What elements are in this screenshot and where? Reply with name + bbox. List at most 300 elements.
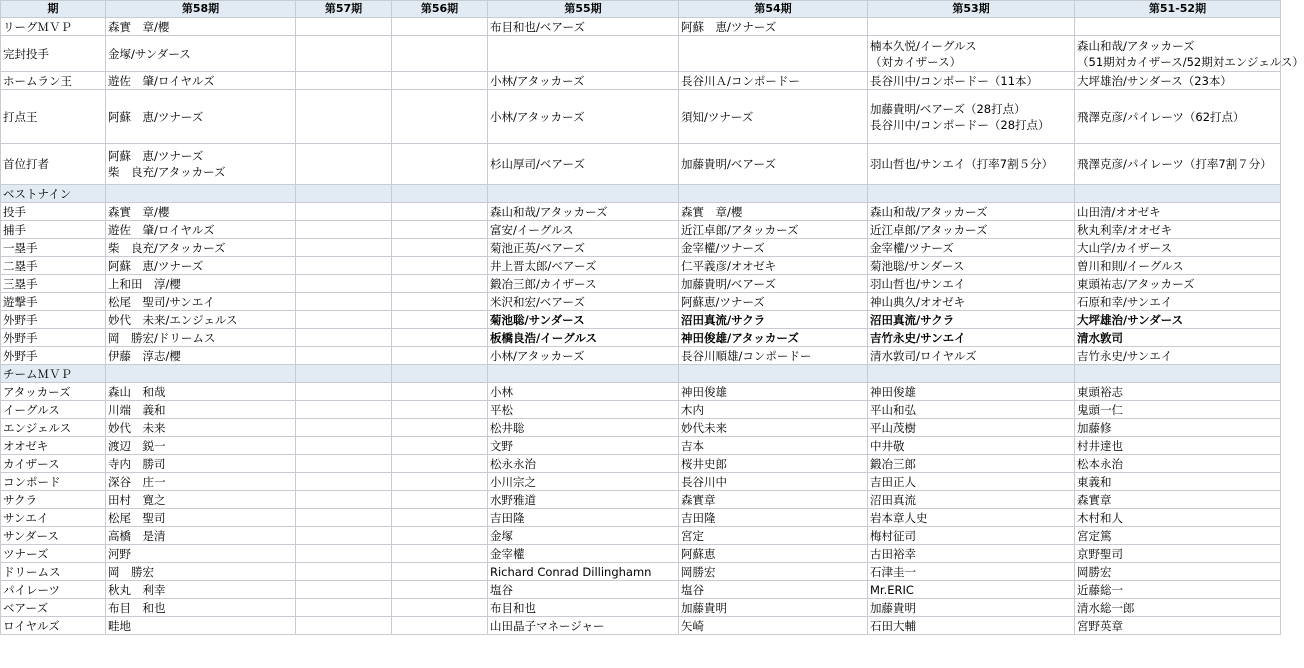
team-mvp-label: パイレーツ bbox=[1, 581, 106, 599]
header-58: 第58期 bbox=[106, 1, 296, 18]
team-mvp-cell: Richard Conrad Dillinghamn bbox=[488, 563, 679, 581]
best-nine-cell: 菊池聡/サンダース bbox=[488, 311, 679, 329]
best-nine-cell: 大坪雄治/サンダース bbox=[1075, 311, 1281, 329]
header-row bbox=[1, 1, 1281, 18]
team-mvp-cell bbox=[392, 419, 488, 437]
team-mvp-cell: 松尾 聖司 bbox=[106, 509, 296, 527]
team-mvp-cell bbox=[392, 545, 488, 563]
award-cell bbox=[679, 144, 868, 185]
best-nine-row bbox=[1, 275, 1281, 293]
best-nine-cell: 清水敦司/ロイヤルズ bbox=[868, 347, 1075, 365]
best-nine-cell: 長谷川順雄/コンポードー bbox=[679, 347, 868, 365]
best-nine-label: 外野手 bbox=[1, 329, 106, 347]
best-nine-cell: 遊佐 肇/ロイヤルズ bbox=[106, 221, 296, 239]
best-nine-cell bbox=[392, 275, 488, 293]
section-empty-cell bbox=[679, 365, 868, 383]
best-nine-cell bbox=[296, 221, 392, 239]
team-mvp-cell: 東頭裕志 bbox=[1075, 383, 1281, 401]
team-mvp-cell: 木内 bbox=[679, 401, 868, 419]
award-label: 打点王 bbox=[1, 90, 106, 144]
award-cell bbox=[488, 90, 679, 144]
section-empty-cell bbox=[868, 365, 1075, 383]
team-mvp-cell bbox=[296, 455, 392, 473]
award-cell bbox=[868, 90, 1075, 144]
best-nine-label: 外野手 bbox=[1, 311, 106, 329]
team-mvp-cell: 加藤修 bbox=[1075, 419, 1281, 437]
team-mvp-cell: 木村和人 bbox=[1075, 509, 1281, 527]
best-nine-cell: 石原和幸/サンエイ bbox=[1075, 293, 1281, 311]
best-nine-section-title: ベストナイン bbox=[1, 185, 106, 203]
award-cell bbox=[488, 36, 679, 72]
cell-line: （51期対カイザース/52期対エンジェルス） bbox=[1077, 54, 1304, 69]
section-empty-cell bbox=[296, 185, 392, 203]
award-cell bbox=[1075, 36, 1304, 72]
best-nine-cell bbox=[392, 239, 488, 257]
team-mvp-cell bbox=[296, 599, 392, 617]
cell-line: 小林/アタッカーズ bbox=[490, 109, 585, 124]
team-mvp-cell bbox=[296, 563, 392, 581]
best-nine-cell bbox=[392, 347, 488, 365]
team-mvp-cell bbox=[392, 383, 488, 401]
team-mvp-row bbox=[1, 545, 1281, 563]
best-nine-cell bbox=[392, 257, 488, 275]
team-mvp-cell: 石津圭一 bbox=[868, 563, 1075, 581]
award-cell bbox=[1075, 90, 1281, 144]
section-empty-cell bbox=[868, 185, 1075, 203]
team-mvp-cell: 塩谷 bbox=[679, 581, 868, 599]
best-nine-row bbox=[1, 311, 1281, 329]
best-nine-cell: 近江卓郎/アタッカーズ bbox=[868, 221, 1075, 239]
best-nine-cell: 森實 章/櫻 bbox=[106, 203, 296, 221]
section-empty-cell bbox=[1075, 185, 1281, 203]
team-mvp-cell: 岡 勝宏 bbox=[106, 563, 296, 581]
cell-line: 柴 良充/アタッカーズ bbox=[108, 165, 226, 179]
team-mvp-cell: 中井敬 bbox=[868, 437, 1075, 455]
team-mvp-label: ドリームス bbox=[1, 563, 106, 581]
team-mvp-cell bbox=[392, 455, 488, 473]
team-mvp-cell: 森實章 bbox=[1075, 491, 1281, 509]
best-nine-cell: 東頭祐志/アタッカーズ bbox=[1075, 275, 1281, 293]
team-mvp-label: オオゼキ bbox=[1, 437, 106, 455]
team-mvp-cell bbox=[296, 383, 392, 401]
best-nine-label: 投手 bbox=[1, 203, 106, 221]
team-mvp-cell: 沼田真流 bbox=[868, 491, 1075, 509]
best-nine-cell: 沼田真流/サクラ bbox=[868, 311, 1075, 329]
best-nine-cell: 大山学/カイザース bbox=[1075, 239, 1281, 257]
best-nine-cell: 秋丸利幸/オオゼキ bbox=[1075, 221, 1281, 239]
best-nine-cell bbox=[296, 311, 392, 329]
cell-line: 須知/ツナーズ bbox=[681, 109, 754, 124]
team-mvp-cell: 吉田隆 bbox=[679, 509, 868, 527]
team-mvp-row bbox=[1, 383, 1281, 401]
team-mvp-cell: Mr.ERIC bbox=[868, 581, 1075, 599]
cell-line: 金塚/サンダース bbox=[108, 46, 191, 61]
team-mvp-cell: 金宰權 bbox=[488, 545, 679, 563]
team-mvp-cell: 布目和也 bbox=[488, 599, 679, 617]
award-cell bbox=[392, 144, 488, 185]
best-nine-row bbox=[1, 329, 1281, 347]
team-mvp-cell bbox=[296, 473, 392, 491]
award-row bbox=[1, 18, 1281, 36]
team-mvp-cell bbox=[296, 509, 392, 527]
award-cell bbox=[106, 90, 296, 144]
team-mvp-cell: 布目 和也 bbox=[106, 599, 296, 617]
cell-line: 布目和也/ベアーズ bbox=[490, 19, 585, 34]
cell-line: 大坪雄治/サンダース（23本） bbox=[1077, 73, 1232, 88]
best-nine-label: 外野手 bbox=[1, 347, 106, 365]
best-nine-cell bbox=[296, 329, 392, 347]
team-mvp-cell: 石田大輔 bbox=[868, 617, 1075, 635]
team-mvp-cell: 深谷 庄一 bbox=[106, 473, 296, 491]
team-mvp-cell bbox=[296, 581, 392, 599]
team-mvp-row bbox=[1, 401, 1281, 419]
cell-line: 楠本久悦/イーグルス bbox=[870, 38, 977, 53]
award-cell bbox=[392, 72, 488, 90]
best-nine-row bbox=[1, 293, 1281, 311]
team-mvp-cell: 森山 和哉 bbox=[106, 383, 296, 401]
best-nine-cell bbox=[392, 203, 488, 221]
team-mvp-row bbox=[1, 617, 1281, 635]
header-56: 第56期 bbox=[392, 1, 488, 18]
award-label: 完封投手 bbox=[1, 36, 106, 72]
header-57: 第57期 bbox=[296, 1, 392, 18]
best-nine-cell: 神山典久/オオゼキ bbox=[868, 293, 1075, 311]
header-55: 第55期 bbox=[488, 1, 679, 18]
award-cell bbox=[392, 36, 488, 72]
award-cell bbox=[392, 90, 488, 144]
best-nine-cell: 阿蘇 恵/ツナーズ bbox=[106, 257, 296, 275]
award-cell bbox=[488, 144, 679, 185]
team-mvp-cell bbox=[392, 509, 488, 527]
best-nine-cell: 妙代 未来/エンジェルス bbox=[106, 311, 296, 329]
award-row bbox=[1, 72, 1281, 90]
team-mvp-cell bbox=[392, 491, 488, 509]
best-nine-label: 遊撃手 bbox=[1, 293, 106, 311]
best-nine-cell bbox=[296, 293, 392, 311]
award-cell bbox=[106, 36, 296, 72]
team-mvp-cell: 宮定篤 bbox=[1075, 527, 1281, 545]
team-mvp-cell: 秋丸 利幸 bbox=[106, 581, 296, 599]
team-mvp-cell bbox=[392, 401, 488, 419]
award-cell bbox=[679, 90, 868, 144]
team-mvp-row bbox=[1, 419, 1281, 437]
award-cell bbox=[1075, 18, 1281, 36]
best-nine-label: 一塁手 bbox=[1, 239, 106, 257]
section-empty-cell bbox=[296, 365, 392, 383]
team-mvp-row bbox=[1, 491, 1281, 509]
best-nine-row bbox=[1, 221, 1281, 239]
team-mvp-cell: 高橋 是清 bbox=[106, 527, 296, 545]
team-mvp-cell: 畦地 bbox=[106, 617, 296, 635]
team-mvp-label: ロイヤルズ bbox=[1, 617, 106, 635]
team-mvp-cell: 岡勝宏 bbox=[679, 563, 868, 581]
award-cell bbox=[868, 144, 1075, 185]
best-nine-cell bbox=[392, 293, 488, 311]
best-nine-cell: 菊池正英/ベアーズ bbox=[488, 239, 679, 257]
best-nine-cell: 柴 良充/アタッカーズ bbox=[106, 239, 296, 257]
team-mvp-cell bbox=[392, 527, 488, 545]
team-mvp-cell: 京野聖司 bbox=[1075, 545, 1281, 563]
cell-line: 長谷川Ａ/コンポードー bbox=[681, 73, 800, 88]
team-mvp-row bbox=[1, 581, 1281, 599]
best-nine-cell: 富安/イーグルス bbox=[488, 221, 679, 239]
team-mvp-cell: 宮野英章 bbox=[1075, 617, 1281, 635]
best-nine-cell: 金宰權/ツナーズ bbox=[868, 239, 1075, 257]
team-mvp-label: サンダース bbox=[1, 527, 106, 545]
section-empty-cell bbox=[392, 185, 488, 203]
team-mvp-cell: 寺内 勝司 bbox=[106, 455, 296, 473]
award-cell bbox=[868, 36, 1075, 72]
best-nine-row bbox=[1, 239, 1281, 257]
cell-line: 小林/アタッカーズ bbox=[490, 73, 585, 88]
best-nine-cell bbox=[296, 239, 392, 257]
best-nine-cell: 仁平義彦/オオゼキ bbox=[679, 257, 868, 275]
team-mvp-cell: 岩本章人史 bbox=[868, 509, 1075, 527]
cell-line: 飛澤克彦/パイレーツ（62打点） bbox=[1077, 109, 1245, 124]
best-nine-cell: 上和田 淳/櫻 bbox=[106, 275, 296, 293]
team-mvp-cell: 平山茂樹 bbox=[868, 419, 1075, 437]
team-mvp-cell: 鬼頭一仁 bbox=[1075, 401, 1281, 419]
team-mvp-cell: 吉本 bbox=[679, 437, 868, 455]
best-nine-cell bbox=[392, 329, 488, 347]
cell-line: 杉山厚司/ベアーズ bbox=[490, 157, 585, 171]
team-mvp-label: サクラ bbox=[1, 491, 106, 509]
award-cell bbox=[868, 72, 1075, 90]
award-cell bbox=[296, 18, 392, 36]
section-empty-cell bbox=[679, 185, 868, 203]
best-nine-label: 捕手 bbox=[1, 221, 106, 239]
team-mvp-cell bbox=[392, 563, 488, 581]
award-cell bbox=[296, 90, 392, 144]
team-mvp-cell: 古田裕幸 bbox=[868, 545, 1075, 563]
award-cell bbox=[106, 18, 296, 36]
team-mvp-cell: 川端 義和 bbox=[106, 401, 296, 419]
team-mvp-label: サンエイ bbox=[1, 509, 106, 527]
award-label: 首位打者 bbox=[1, 144, 106, 185]
section-empty-cell bbox=[106, 185, 296, 203]
section-empty-cell bbox=[1075, 365, 1281, 383]
team-mvp-cell: 桜井史郎 bbox=[679, 455, 868, 473]
best-nine-cell: 森山和哉/アタッカーズ bbox=[488, 203, 679, 221]
award-label: ホームラン王 bbox=[1, 72, 106, 90]
team-mvp-label: ベアーズ bbox=[1, 599, 106, 617]
best-nine-cell: 板橋良浩/イーグルス bbox=[488, 329, 679, 347]
cell-line: 阿蘇 恵/ツナーズ bbox=[681, 19, 777, 34]
team-mvp-row bbox=[1, 599, 1281, 617]
team-mvp-cell: 吉田隆 bbox=[488, 509, 679, 527]
best-nine-cell: 森實 章/櫻 bbox=[679, 203, 868, 221]
cell-line: 加藤貴明/ベアーズ bbox=[681, 157, 776, 171]
team-mvp-label: イーグルス bbox=[1, 401, 106, 419]
best-nine-cell: 松尾 聖司/サンエイ bbox=[106, 293, 296, 311]
section-empty-cell bbox=[392, 365, 488, 383]
team-mvp-cell: 平山和弘 bbox=[868, 401, 1075, 419]
award-cell bbox=[488, 72, 679, 90]
award-cell bbox=[296, 36, 392, 72]
team-mvp-cell: 村井達也 bbox=[1075, 437, 1281, 455]
award-cell bbox=[106, 72, 296, 90]
team-mvp-cell bbox=[392, 473, 488, 491]
team-mvp-label: アタッカーズ bbox=[1, 383, 106, 401]
cell-line: 加藤貴明/ベアーズ（28打点） bbox=[870, 101, 1026, 116]
best-nine-cell: 吉竹永史/サンエイ bbox=[1075, 347, 1281, 365]
cell-line: 羽山哲也/サンエイ（打率7割５分） bbox=[870, 157, 1054, 171]
best-nine-cell: 金宰權/ツナーズ bbox=[679, 239, 868, 257]
team-mvp-label: コンポード bbox=[1, 473, 106, 491]
cell-line: 長谷川中/コンポードー（28打点） bbox=[870, 117, 1050, 132]
best-nine-cell bbox=[296, 203, 392, 221]
team-mvp-cell: 田村 寛之 bbox=[106, 491, 296, 509]
team-mvp-row bbox=[1, 473, 1281, 491]
team-mvp-cell: 東義和 bbox=[1075, 473, 1281, 491]
team-mvp-cell: 長谷川中 bbox=[679, 473, 868, 491]
team-mvp-cell bbox=[296, 545, 392, 563]
team-mvp-cell bbox=[392, 581, 488, 599]
best-nine-cell: 羽山哲也/サンエイ bbox=[868, 275, 1075, 293]
best-nine-section-row bbox=[1, 185, 1281, 203]
award-row bbox=[1, 36, 1281, 72]
team-mvp-cell bbox=[392, 599, 488, 617]
team-mvp-cell: 梅村征司 bbox=[868, 527, 1075, 545]
best-nine-row bbox=[1, 347, 1281, 365]
award-cell bbox=[679, 18, 868, 36]
team-mvp-cell: 阿蘇恵 bbox=[679, 545, 868, 563]
team-mvp-cell: 平松 bbox=[488, 401, 679, 419]
best-nine-cell bbox=[296, 275, 392, 293]
team-mvp-cell bbox=[296, 491, 392, 509]
best-nine-cell: 井上晋太郎/ベアーズ bbox=[488, 257, 679, 275]
section-empty-cell bbox=[106, 365, 296, 383]
cell-line: （対カイザース） bbox=[870, 54, 962, 69]
team-mvp-cell bbox=[392, 617, 488, 635]
cell-line: 森山和哉/アタッカーズ bbox=[1077, 38, 1195, 53]
team-mvp-section-title: チームＭＶＰ bbox=[1, 365, 106, 383]
best-nine-cell: 小林/アタッカーズ bbox=[488, 347, 679, 365]
best-nine-row bbox=[1, 203, 1281, 221]
team-mvp-cell: 塩谷 bbox=[488, 581, 679, 599]
team-mvp-cell: 矢崎 bbox=[679, 617, 868, 635]
team-mvp-cell: 近藤総一 bbox=[1075, 581, 1281, 599]
team-mvp-cell: 加藤貴明 bbox=[679, 599, 868, 617]
team-mvp-cell: 岡勝宏 bbox=[1075, 563, 1281, 581]
best-nine-cell: 吉竹永史/サンエイ bbox=[868, 329, 1075, 347]
team-mvp-cell bbox=[296, 437, 392, 455]
team-mvp-row bbox=[1, 437, 1281, 455]
best-nine-cell: 伊藤 淳志/櫻 bbox=[106, 347, 296, 365]
best-nine-cell: 神田俊雄/アタッカーズ bbox=[679, 329, 868, 347]
award-cell bbox=[296, 72, 392, 90]
best-nine-row bbox=[1, 257, 1281, 275]
team-mvp-cell: 加藤貴明 bbox=[868, 599, 1075, 617]
award-row bbox=[1, 90, 1281, 144]
team-mvp-cell: 清水総一郎 bbox=[1075, 599, 1281, 617]
team-mvp-cell: 山田晶子マネージャー bbox=[488, 617, 679, 635]
header-54: 第54期 bbox=[679, 1, 868, 18]
section-empty-cell bbox=[488, 365, 679, 383]
award-cell bbox=[488, 18, 679, 36]
team-mvp-cell: 小林 bbox=[488, 383, 679, 401]
award-cell bbox=[679, 72, 868, 90]
team-mvp-row bbox=[1, 509, 1281, 527]
award-cell bbox=[868, 18, 1075, 36]
team-mvp-cell: 鍛冶三郎 bbox=[868, 455, 1075, 473]
team-mvp-cell: 妙代未来 bbox=[679, 419, 868, 437]
best-nine-cell bbox=[296, 347, 392, 365]
team-mvp-row bbox=[1, 563, 1281, 581]
best-nine-cell: 沼田真流/サクラ bbox=[679, 311, 868, 329]
best-nine-cell: 阿蘇恵/ツナーズ bbox=[679, 293, 868, 311]
award-cell bbox=[106, 144, 296, 185]
award-cell bbox=[1075, 72, 1281, 90]
team-mvp-cell bbox=[392, 437, 488, 455]
best-nine-cell: 曽川和則/イーグルス bbox=[1075, 257, 1281, 275]
award-cell bbox=[1075, 144, 1281, 185]
best-nine-cell: 鍛冶三郎/カイザース bbox=[488, 275, 679, 293]
best-nine-cell bbox=[392, 221, 488, 239]
award-cell bbox=[296, 144, 392, 185]
section-empty-cell bbox=[488, 185, 679, 203]
team-mvp-cell: 宮定 bbox=[679, 527, 868, 545]
cell-line: 阿蘇 恵/ツナーズ bbox=[108, 109, 204, 124]
cell-line: 阿蘇 恵/ツナーズ bbox=[108, 149, 204, 163]
team-mvp-cell bbox=[296, 419, 392, 437]
team-mvp-cell bbox=[296, 401, 392, 419]
team-mvp-cell: 神田俊雄 bbox=[679, 383, 868, 401]
team-mvp-cell: 渡辺 鋭一 bbox=[106, 437, 296, 455]
best-nine-cell bbox=[296, 257, 392, 275]
team-mvp-cell: 松永永治 bbox=[488, 455, 679, 473]
best-nine-cell: 森山和哉/アタッカーズ bbox=[868, 203, 1075, 221]
team-mvp-label: ツナーズ bbox=[1, 545, 106, 563]
team-mvp-section-row bbox=[1, 365, 1281, 383]
team-mvp-cell: 松本永治 bbox=[1075, 455, 1281, 473]
cell-line: 長谷川中/コンポードー（11本） bbox=[870, 73, 1039, 88]
team-mvp-cell: 水野雅道 bbox=[488, 491, 679, 509]
cell-line: 遊佐 肇/ロイヤルズ bbox=[108, 73, 215, 88]
team-mvp-row bbox=[1, 455, 1281, 473]
team-mvp-cell bbox=[296, 617, 392, 635]
header-53: 第53期 bbox=[868, 1, 1075, 18]
team-mvp-cell: 松井聡 bbox=[488, 419, 679, 437]
team-mvp-row bbox=[1, 527, 1281, 545]
award-cell bbox=[679, 36, 868, 72]
award-row bbox=[1, 144, 1281, 185]
best-nine-cell: 米沢和宏/ベアーズ bbox=[488, 293, 679, 311]
team-mvp-cell: 神田俊雄 bbox=[868, 383, 1075, 401]
best-nine-cell bbox=[392, 311, 488, 329]
team-mvp-cell: 金塚 bbox=[488, 527, 679, 545]
team-mvp-label: カイザース bbox=[1, 455, 106, 473]
cell-line: 飛澤克彦/パイレーツ（打率7割７分） bbox=[1077, 157, 1272, 171]
cell-line: 森實 章/櫻 bbox=[108, 19, 170, 34]
best-nine-cell: 近江卓郎/アタッカーズ bbox=[679, 221, 868, 239]
team-mvp-label: エンジェルス bbox=[1, 419, 106, 437]
team-mvp-cell: 河野 bbox=[106, 545, 296, 563]
header-51-52: 第51-52期 bbox=[1075, 1, 1281, 18]
best-nine-cell: 菊池聡/サンダース bbox=[868, 257, 1075, 275]
best-nine-cell: 山田清/オオゼキ bbox=[1075, 203, 1281, 221]
award-label: リーグＭＶＰ bbox=[1, 18, 106, 36]
team-mvp-cell bbox=[296, 527, 392, 545]
best-nine-cell: 岡 勝宏/ドリームス bbox=[106, 329, 296, 347]
award-cell bbox=[392, 18, 488, 36]
best-nine-cell: 加藤貴明/ベアーズ bbox=[679, 275, 868, 293]
best-nine-label: 三塁手 bbox=[1, 275, 106, 293]
best-nine-label: 二塁手 bbox=[1, 257, 106, 275]
team-mvp-cell: 小川宗之 bbox=[488, 473, 679, 491]
best-nine-cell: 清水敦司 bbox=[1075, 329, 1281, 347]
team-mvp-cell: 文野 bbox=[488, 437, 679, 455]
